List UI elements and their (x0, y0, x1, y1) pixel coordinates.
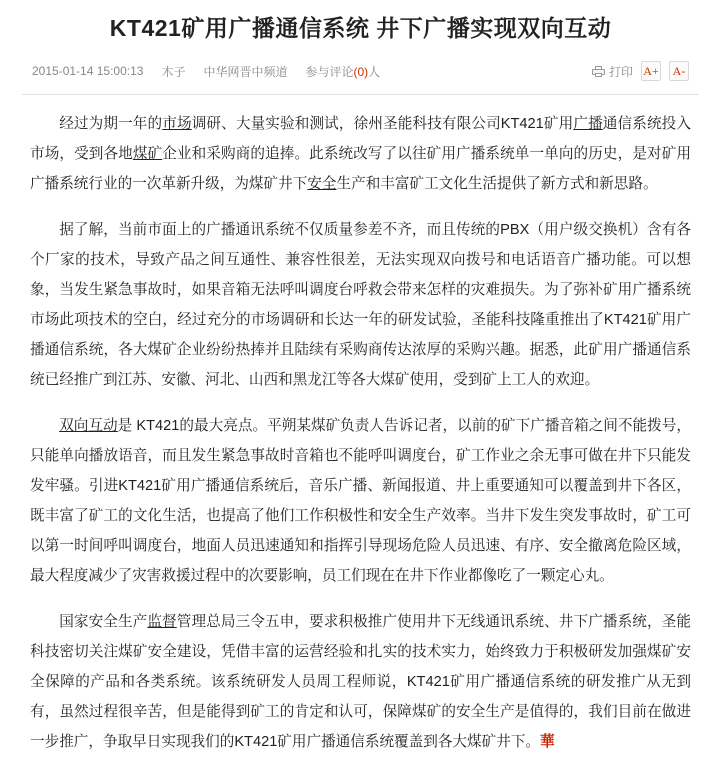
publish-datetime: 2015-01-14 15:00:13 (32, 64, 144, 79)
article-body (22, 95, 699, 757)
meta-right-group (592, 61, 689, 81)
article-paragraph (30, 215, 691, 395)
comment-unit: 人 (368, 64, 381, 79)
printer-icon (592, 66, 605, 77)
inline-keyword-link[interactable]: 煤矿 (132, 146, 163, 163)
article-paragraph (30, 607, 691, 757)
author-name: 木子 (161, 64, 186, 79)
comment-link[interactable] (305, 63, 380, 80)
paragraph-text: 是 KT421的最大亮点。平朔某煤矿负责人告诉记者，以前的矿下广播音箱之间不能拨号，只能单向播放语音，而且发生紧急事故时音箱也不能呼叫调度台，矿工作业之余无事可做在井下只能发发牢骚。引进KT421矿用广播通信系统后，音乐广播、新闻报道、井上重要通知可以覆盖到井下各区，既丰富了矿工的文化生活，也提高了他们工作积极性和安全生产效率。当井下发生突发事故时，矿工可以第一时间呼叫调度台，地面人员迅速通知和指挥引导现场危险人员迅速、有序、安全撤离危险区域，最大程度减少了灾害救援过程中的次要影响，员工们现在在井下作业都像吃了一颗定心丸。 (30, 418, 691, 585)
paragraph-text: 生产和丰富矿工文化生活提供了新方式和新思路。 (336, 176, 658, 193)
paragraph-text: 企业和采购商的追捧。此系统改写了以往矿用广播系统单一单向的历史，是对矿用广播系统行业的一次革新升级，为煤矿井下 (30, 146, 691, 193)
inline-keyword-link[interactable]: 双向互动 (59, 418, 118, 435)
meta-left-group (32, 63, 592, 80)
inline-keyword-link[interactable]: 广播 (573, 116, 603, 133)
paragraph-text: 国家安全生产 (59, 614, 148, 631)
inline-keyword-link[interactable]: 安全 (307, 176, 337, 193)
page-title: KT421矿用广播通信系统 井下广播实现双向互动 (109, 15, 612, 41)
paragraph-text: 经过为期一年的 (59, 116, 163, 133)
inline-keyword-link[interactable]: 监督 (147, 614, 177, 631)
font-decrease-button[interactable]: A- (669, 61, 689, 81)
article-meta-bar (22, 54, 699, 95)
article-paragraph (30, 109, 691, 199)
print-label: 打印 (608, 64, 633, 79)
paragraph-text: 管理总局三令五申，要求积极推广使用井下无线通讯系统、井下广播系统，圣能科技密切关注煤矿安全建设，凭借丰富的运营经验和扎实的技术实力，始终致力于积极研发加强煤矿安全保障的产品和各类系统。该系统研发人员周工程师说，KT421矿用广播通信系统的研发推广从无到有，虽然过程很辛苦，但是能得到矿工的肯定和认可，保障煤矿的安全生产是值得的，我们目前在做进一步推广，争取早日实现我们的KT421矿用广播通信系统覆盖到各大煤矿井下。 (30, 614, 691, 751)
paragraph-text: 通信系统投入市场，受到各地 (30, 116, 691, 163)
red-source-mark: 華 (540, 734, 555, 751)
article-paragraph (30, 411, 691, 591)
paragraph-text: 据了解，当前市面上的广播通讯系统不仅质量参差不齐，而且传统的PBX（用户级交换机）含有各个厂家的技术，导致产品之间互通性、兼容性很差，无法实现双向拨号和电话语音广播功能。可以想象，当发生紧急事故时，如果音箱无法呼叫调度台呼救会带来怎样的灾难损失。为了弥补矿用广播系统市场此项技术的空白，经过充分的市场调研和长达一年的研发试验，圣能科技隆重推出了KT421矿用广播通信系统，各大煤矿企业纷纷热捧并且陆续有采购商传达浓厚的采购兴趣。据悉，此矿用广播通信系统已经推广到江苏、安徽、河北、山西和黑龙江等各大煤矿使用，受到矿上工人的欢迎。 (30, 222, 691, 389)
print-button[interactable] (592, 63, 633, 80)
source-channel[interactable]: 中华网晋中频道 (203, 64, 288, 79)
paragraph-text: 调研、大量实验和测试，徐州圣能科技有限公司KT421矿用 (191, 116, 574, 133)
comment-count: (0) (353, 64, 369, 79)
comment-label: 参与评论 (305, 64, 354, 79)
inline-keyword-link[interactable]: 市场 (162, 116, 192, 133)
font-increase-button[interactable]: A+ (641, 61, 661, 81)
